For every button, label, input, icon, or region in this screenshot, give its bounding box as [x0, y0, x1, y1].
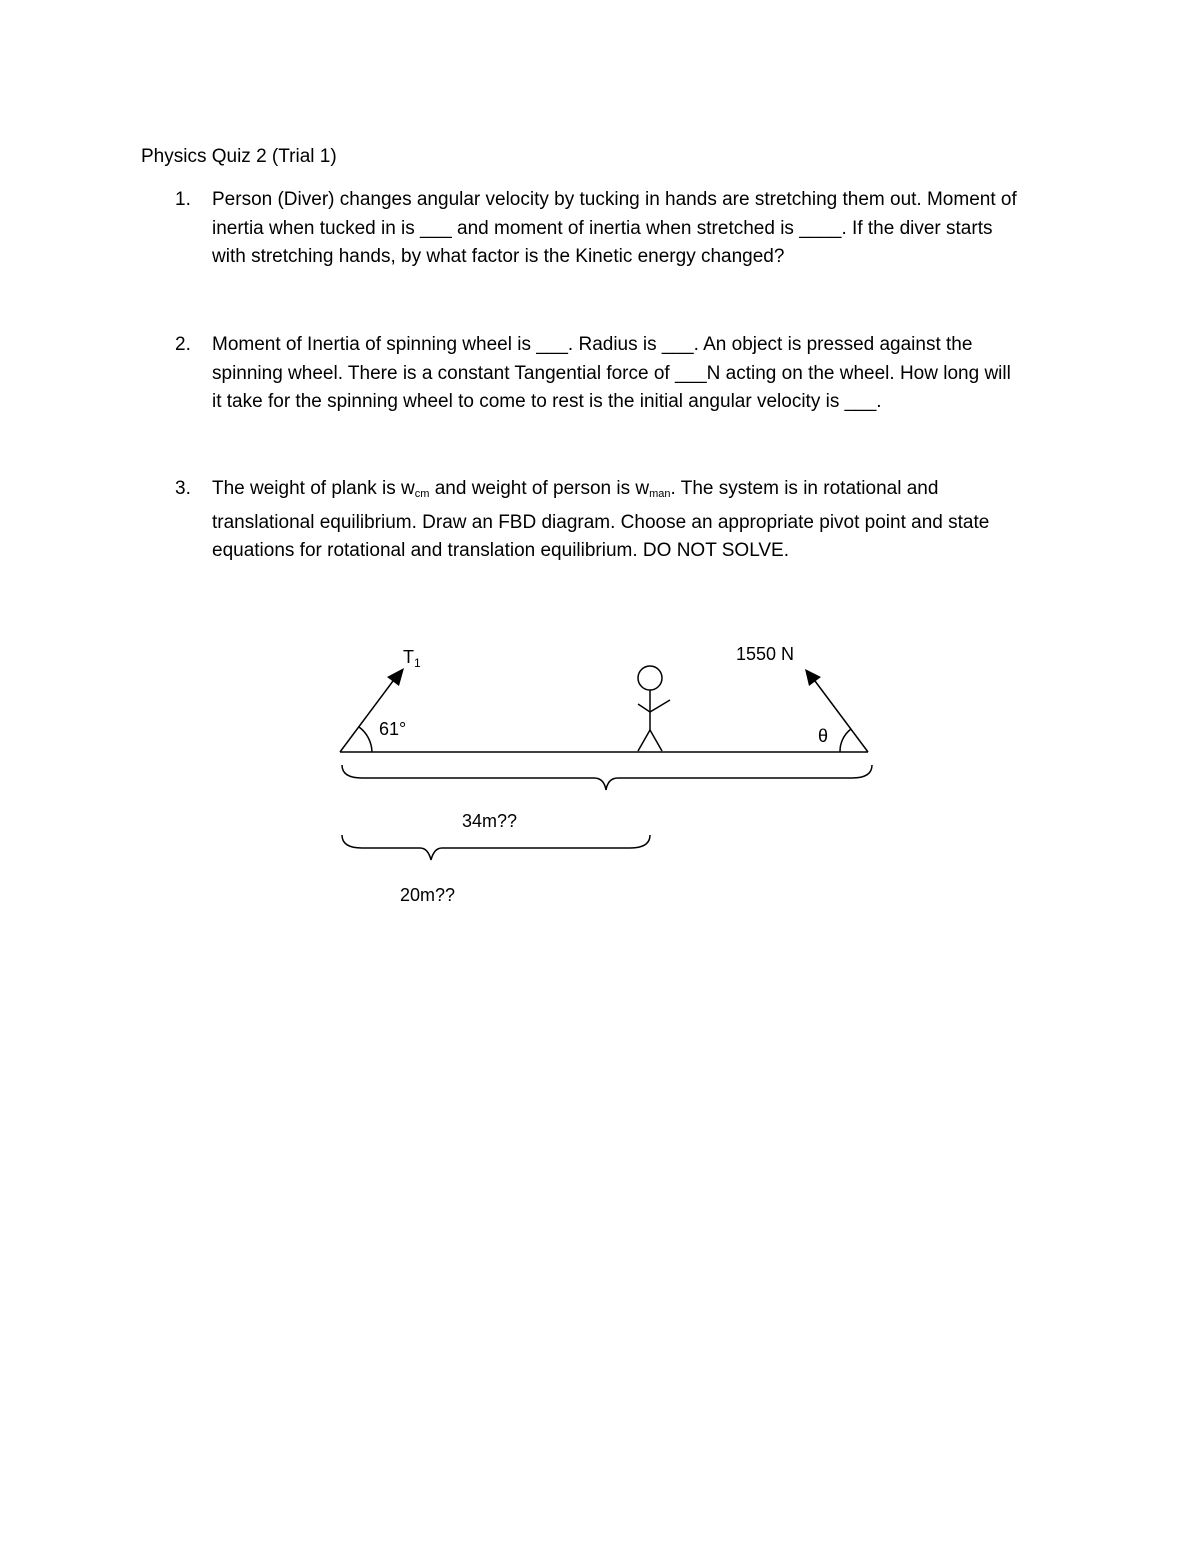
full-length-brace	[342, 765, 872, 790]
tension-subscript: 1	[414, 656, 421, 670]
question-number: 1.	[175, 189, 191, 210]
left-angle-label: 61°	[379, 719, 407, 739]
question-line: spinning wheel. There is a constant Tangential force of ___N acting on the wheel. How long will	[212, 362, 1011, 384]
person-arm	[650, 700, 670, 712]
question-line-part: . The system is in rotational and	[670, 478, 939, 499]
person-leg	[638, 730, 650, 751]
document-title: Physics Quiz 2 (Trial 1)	[141, 146, 337, 167]
person-figure	[638, 666, 670, 751]
full-length-label: 34m??	[462, 811, 518, 831]
force-label: 1550 N	[736, 644, 795, 664]
tension-symbol: T	[403, 647, 414, 667]
question-line: Moment of Inertia of spinning wheel is ___. Radius is ___. An object is pressed against the	[212, 334, 973, 355]
person-leg	[650, 730, 662, 751]
weight-subscript-cm: cm	[414, 488, 430, 500]
partial-length-label: 20m??	[400, 885, 456, 905]
person-head	[638, 666, 662, 690]
right-angle-label: θ	[818, 726, 829, 746]
question-line: equations for rotational and translation equilibrium. DO NOT SOLVE.	[212, 540, 789, 561]
question-line: it take for the spinning wheel to come to rest is the initial angular velocity is ___.	[212, 391, 882, 412]
question-line-part: and weight of person is w	[429, 478, 650, 499]
tension-label	[403, 647, 421, 670]
question-line: Person (Diver) changes angular velocity by tucking in hands are stretching them out. Moment of	[212, 189, 1017, 210]
partial-length-brace	[342, 835, 650, 860]
question-line-part: The weight of plank is w	[212, 478, 415, 499]
question-line: inertia when tucked in is ___ and moment of inertia when stretched is ____. If the diver starts	[212, 217, 993, 239]
right-angle-arc	[840, 729, 851, 752]
question-line: translational equilibrium. Draw an FBD diagram. Choose an appropriate pivot point and state	[212, 511, 990, 533]
person-arm	[638, 704, 650, 712]
question-number: 3.	[175, 478, 191, 499]
tension-arrow-line	[340, 681, 393, 752]
force-arrowhead	[805, 669, 821, 686]
question-line: with stretching hands, by what factor is the Kinetic energy changed?	[212, 246, 785, 267]
weight-subscript-man: man	[649, 488, 671, 500]
tension-arrowhead	[387, 668, 404, 686]
left-angle-arc	[359, 727, 372, 752]
question-number: 2.	[175, 334, 191, 355]
